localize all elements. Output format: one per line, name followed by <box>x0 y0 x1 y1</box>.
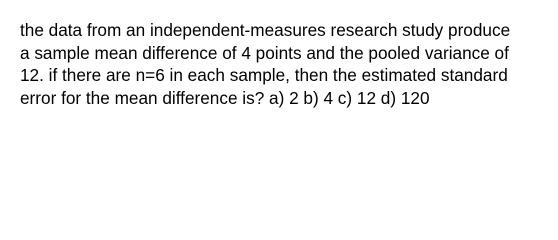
question-text <box>20 19 545 109</box>
question-line: the data from an independent-measures research study produce <box>20 20 511 40</box>
question-line: error for the mean difference is? a) 2 b) 4 c) 12 d) 120 <box>20 87 430 108</box>
question-line: a sample mean difference of 4 points and the pooled variance of <box>20 42 509 63</box>
question-line: 12. if there are n=6 in each sample, then the estimated standard <box>20 65 508 85</box>
